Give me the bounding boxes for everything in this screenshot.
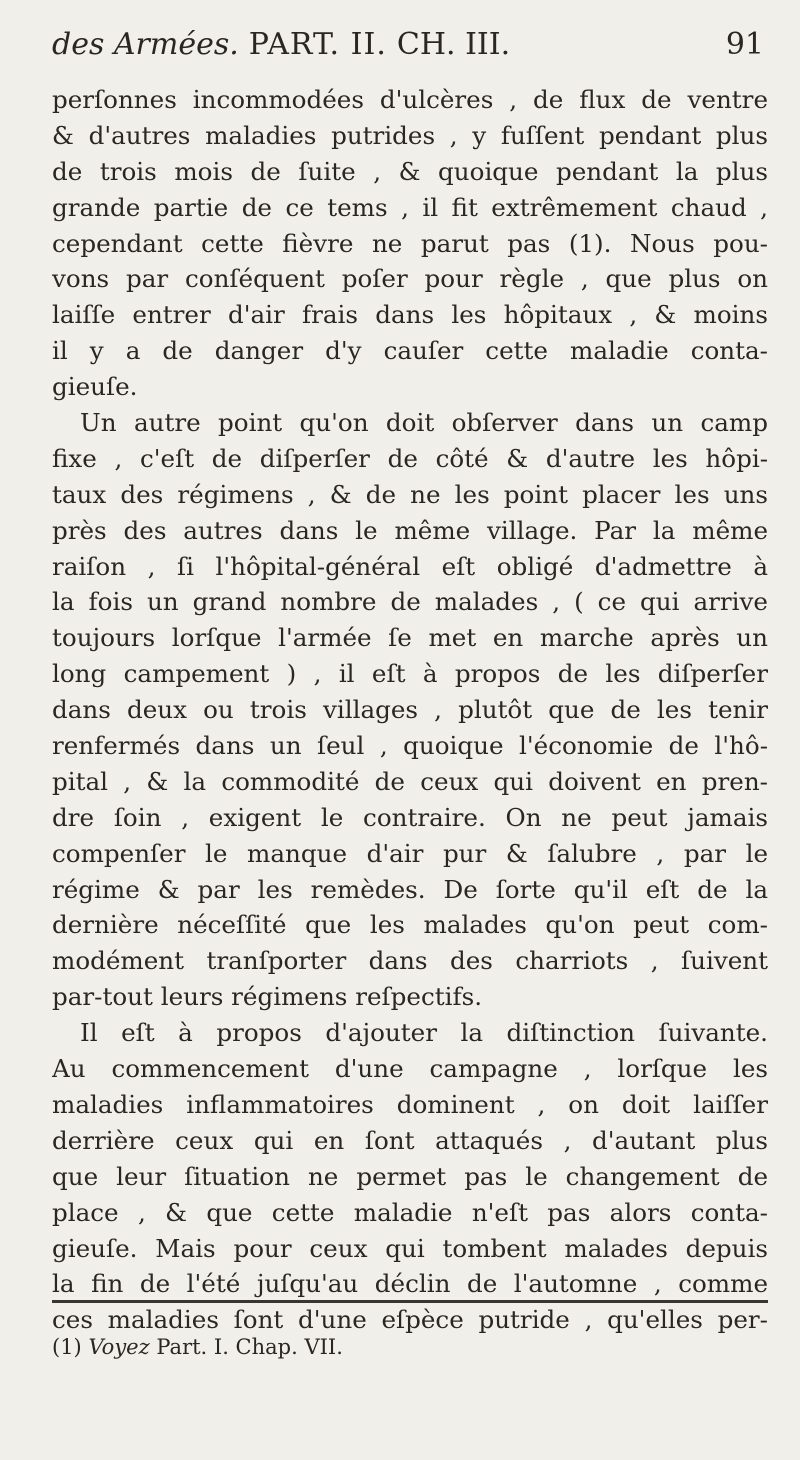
text-line: place , & que cette maladie n'eſt pas alors conta- xyxy=(52,1197,768,1227)
text-line: régime & par les remèdes. De ſorte qu'il eſt de la xyxy=(52,874,768,904)
text-line: Au commencement d'une campagne , lorſque les xyxy=(52,1054,768,1084)
running-head xyxy=(52,14,768,76)
text-line: dans deux ou trois villages , plutôt que de les tenir xyxy=(52,695,768,725)
text-line: & d'autres maladies putrides , y fuſſent pendant plus xyxy=(52,120,768,150)
text-line: la fin de l'été juſqu'au déclin de l'automne , comme xyxy=(52,1269,768,1299)
page-number: 91 xyxy=(725,27,764,62)
footnote-voyez: Voyez xyxy=(88,1335,150,1359)
body-text xyxy=(52,82,768,1338)
text-line: grande partie de ce tems , il fit extrêmement chaud , xyxy=(52,192,768,222)
footnote xyxy=(52,1332,343,1362)
text-line: laiſſe entrer d'air frais dans les hôpitaux , & moins xyxy=(52,300,768,330)
running-head-title: des Armées. xyxy=(52,27,239,62)
text-line: dre ſoin , exigent le contraire. On ne peut jamais xyxy=(52,802,768,832)
text-line: par-tout leurs régimens reſpectifs. xyxy=(52,982,483,1012)
text-line: gieuſe. xyxy=(52,372,138,402)
footnote-rule xyxy=(52,1300,768,1303)
text-line: perſonnes incommodées d'ulcères , de flux de ventre xyxy=(52,85,768,114)
text-line: de trois mois de ſuite , & quoique pendant la plus xyxy=(52,156,768,186)
text-line: ces maladies ſont d'une eſpèce putride , qu'elles per- xyxy=(52,1305,768,1335)
text-line: maladies inflammatoires dominent , on doit laiſſer xyxy=(52,1089,768,1119)
text-line: fixe , c'eſt de diſperſer de côté & d'autre les hôpi- xyxy=(52,443,768,473)
text-line: que leur ſituation ne permet pas le changement de xyxy=(52,1161,768,1191)
text-line: renfermés dans un ſeul , quoique l'économie de l'hô- xyxy=(52,731,768,761)
text-line: il y a de danger d'y cauſer cette maladie conta- xyxy=(52,336,768,366)
text-line: cependant cette fièvre ne parut pas (1). Nous pou- xyxy=(52,228,768,258)
text-line: pital , & la commodité de ceux qui doivent en pren- xyxy=(52,766,768,796)
text-line: gieuſe. Mais pour ceux qui tombent malades depuis xyxy=(52,1233,768,1263)
footnote-marker: (1) xyxy=(52,1335,82,1359)
text-line: long campement ) , il eſt à propos de les diſperſer xyxy=(52,659,768,689)
text-line: près des autres dans le même village. Par la même xyxy=(52,515,768,545)
text-line: vons par conſéquent poſer pour règle , que plus on xyxy=(52,264,768,294)
text-line: Il eſt à propos d'ajouter la diſtinction ſuivante. xyxy=(80,1018,768,1048)
book-page xyxy=(52,14,768,1434)
text-line: raiſon , ſi l'hôpital-général eſt obligé d'admettre à xyxy=(52,551,768,581)
footnote-reference: Part. I. Chap. VII. xyxy=(156,1335,343,1359)
text-line: derrière ceux qui en ſont attaqués , d'autant plus xyxy=(52,1125,768,1155)
text-line: modément tranſporter dans des charriots , ſuivent xyxy=(52,946,768,976)
running-head-part: PART. II. xyxy=(248,27,387,62)
text-line: compenſer le manque d'air pur & ſalubre , par le xyxy=(52,838,768,868)
text-line: dernière néceſſité que les malades qu'on peut com- xyxy=(52,910,768,940)
text-line: taux des régimens , & de ne les point placer les uns xyxy=(52,479,768,509)
text-line: Un autre point qu'on doit obſerver dans un camp xyxy=(80,408,768,438)
text-line: la fois un grand nombre de malades , ( ce qui arrive xyxy=(52,587,768,617)
running-head-chapter: CH. III. xyxy=(396,27,511,62)
text-line: toujours lorſque l'armée ſe met en marche après un xyxy=(52,623,768,653)
